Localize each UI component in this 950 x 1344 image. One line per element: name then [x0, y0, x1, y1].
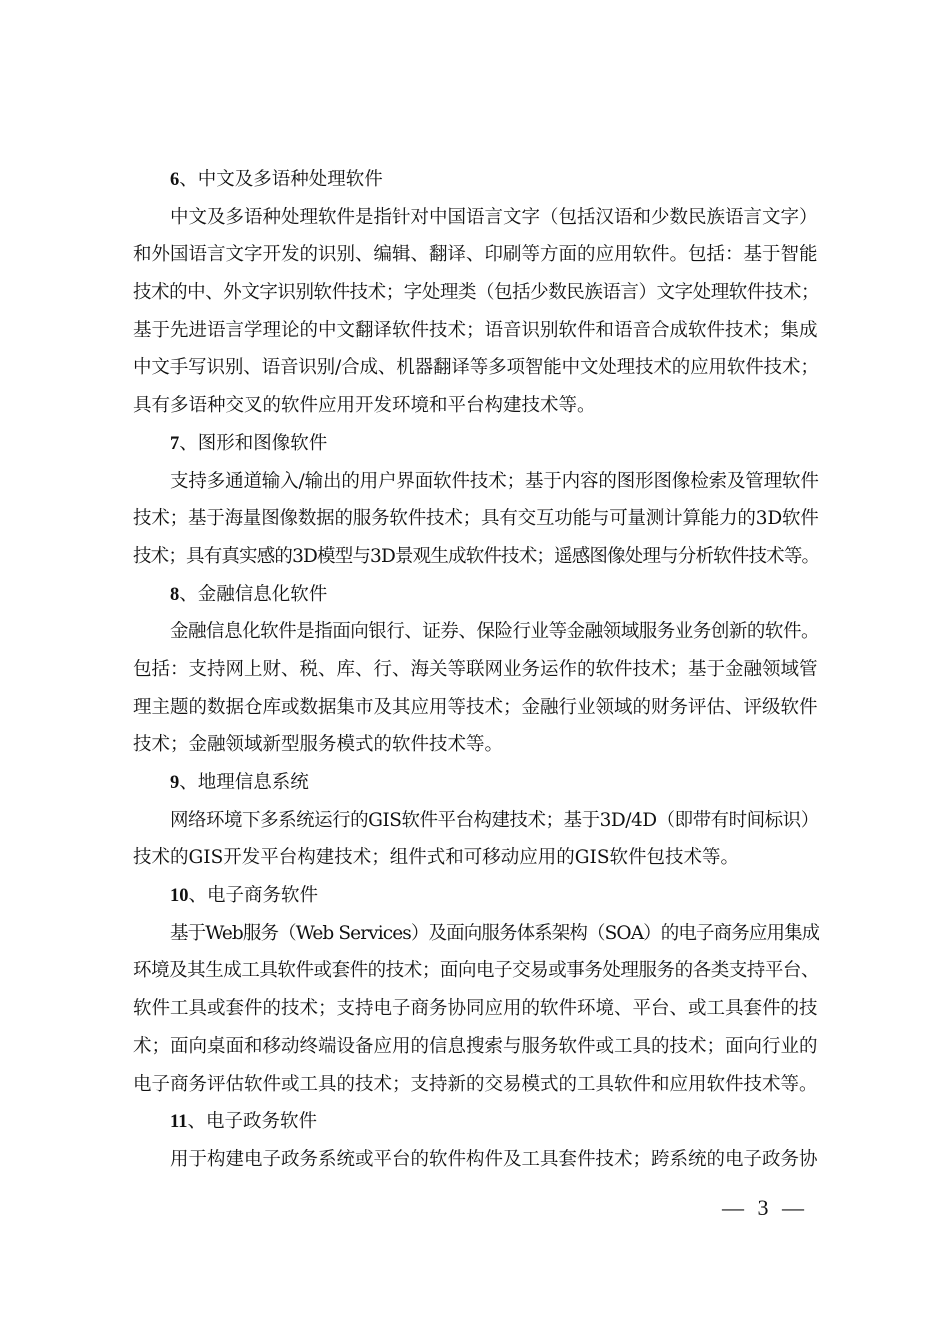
- paragraph-line: 金融信息化软件是指面向银行、证券、保险行业等金融领域服务业务创新的软件。: [170, 621, 819, 643]
- section-paragraph: [133, 1141, 819, 1179]
- paragraph-line: 中文及多语种处理软件是指针对中国语言文字（包括汉语和少数民族语言文字）: [170, 206, 818, 228]
- paragraph-line: 和外国语言文字开发的识别、编辑、翻译、印刷等方面的应用软件。包括：基于智能: [133, 244, 818, 266]
- section-paragraph: [133, 199, 819, 425]
- section-heading: [133, 161, 819, 199]
- paragraph-line: 技术；具有真实感的3D模型与3D景观生成软件技术；遥感图像处理与分析软件技术等。: [133, 545, 819, 567]
- paragraph-line: 技术；基于海量图像数据的服务软件技术；具有交互功能与可量测计算能力的3D软件: [133, 508, 819, 530]
- page-number: — 3 —: [722, 1195, 808, 1220]
- section-paragraph: [133, 802, 819, 877]
- paragraph-line: 包括：支持网上财、税、库、行、海关等联网业务运作的软件技术；基于金融领域管: [133, 658, 818, 680]
- paragraph-line: 基于Web服务（Web Services）及面向服务体系架构（SOA）的电子商务应用集成: [170, 922, 819, 944]
- section-number: 9: [170, 773, 180, 793]
- section-heading: [133, 877, 819, 915]
- paragraph-line: 网络环境下多系统运行的GIS软件平台构建技术；基于3D/4D（即带有时间标识）: [170, 809, 819, 831]
- paragraph-line: 中文手写识别、语音识别/合成、机器翻译等多项智能中文处理技术的应用软件技术；: [133, 357, 819, 379]
- section-paragraph: [133, 463, 819, 576]
- section-title: 、金融信息化软件: [179, 583, 328, 605]
- paragraph-line: 技术的中、外文字识别软件技术；字处理类（包括少数民族语言）文字处理软件技术；: [133, 282, 819, 304]
- paragraph-line: 软件工具或套件的技术；支持电子商务协同应用的软件环境、平台、或工具套件的技: [133, 998, 818, 1020]
- section-title: 、地理信息系统: [179, 772, 309, 793]
- paragraph-line: 术；面向桌面和移动终端设备应用的信息搜索与服务软件或工具的技术；面向行业的: [133, 1035, 818, 1057]
- section-heading: [133, 425, 819, 463]
- section-title: 、中文及多语种处理软件: [179, 169, 383, 190]
- paragraph-line: 用于构建电子政务系统或平台的软件构件及工具套件技术；跨系统的电子政务协: [170, 1148, 818, 1170]
- section-heading: [133, 1103, 819, 1141]
- section-number: 7: [170, 433, 180, 454]
- paragraph-line: 环境及其生成工具软件或套件的技术；面向电子交易或事务处理服务的各类支持平台、: [133, 960, 819, 982]
- paragraph-line: 基于先进语言学理论的中文翻译软件技术；语音识别软件和语音合成软件技术；集成: [133, 319, 818, 341]
- paragraph-line: 支持多通道输入/输出的用户界面软件技术；基于内容的图形图像检索及管理软件: [170, 470, 819, 492]
- paragraph-line: 技术的GIS开发平台构建技术；组件式和可移动应用的GIS软件包技术等。: [133, 847, 740, 869]
- section-number: 11: [170, 1112, 188, 1133]
- section-heading: [133, 576, 819, 614]
- section-number: 6: [170, 170, 180, 190]
- section-number: 10: [170, 886, 189, 907]
- section-number: 8: [170, 584, 180, 605]
- section-title: 、图形和图像软件: [179, 432, 328, 454]
- document-body: [133, 161, 819, 1179]
- paragraph-line: 技术；金融领域新型服务模式的软件技术等。: [133, 734, 504, 756]
- paragraph-line: 理主题的数据仓库或数据集市及其应用等技术；金融行业领域的财务评估、评级软件: [133, 696, 818, 718]
- section-title: 、电子商务软件: [188, 885, 319, 907]
- paragraph-line: 具有多语种交叉的软件应用开发环境和平台构建技术等。: [133, 395, 596, 417]
- section-paragraph: [133, 613, 819, 764]
- section-heading: [133, 764, 819, 802]
- section-paragraph: [133, 915, 819, 1103]
- section-title: 、电子政务软件: [187, 1111, 317, 1133]
- paragraph-line: 电子商务评估软件或工具的技术；支持新的交易模式的工具软件和应用软件技术等。: [133, 1073, 818, 1095]
